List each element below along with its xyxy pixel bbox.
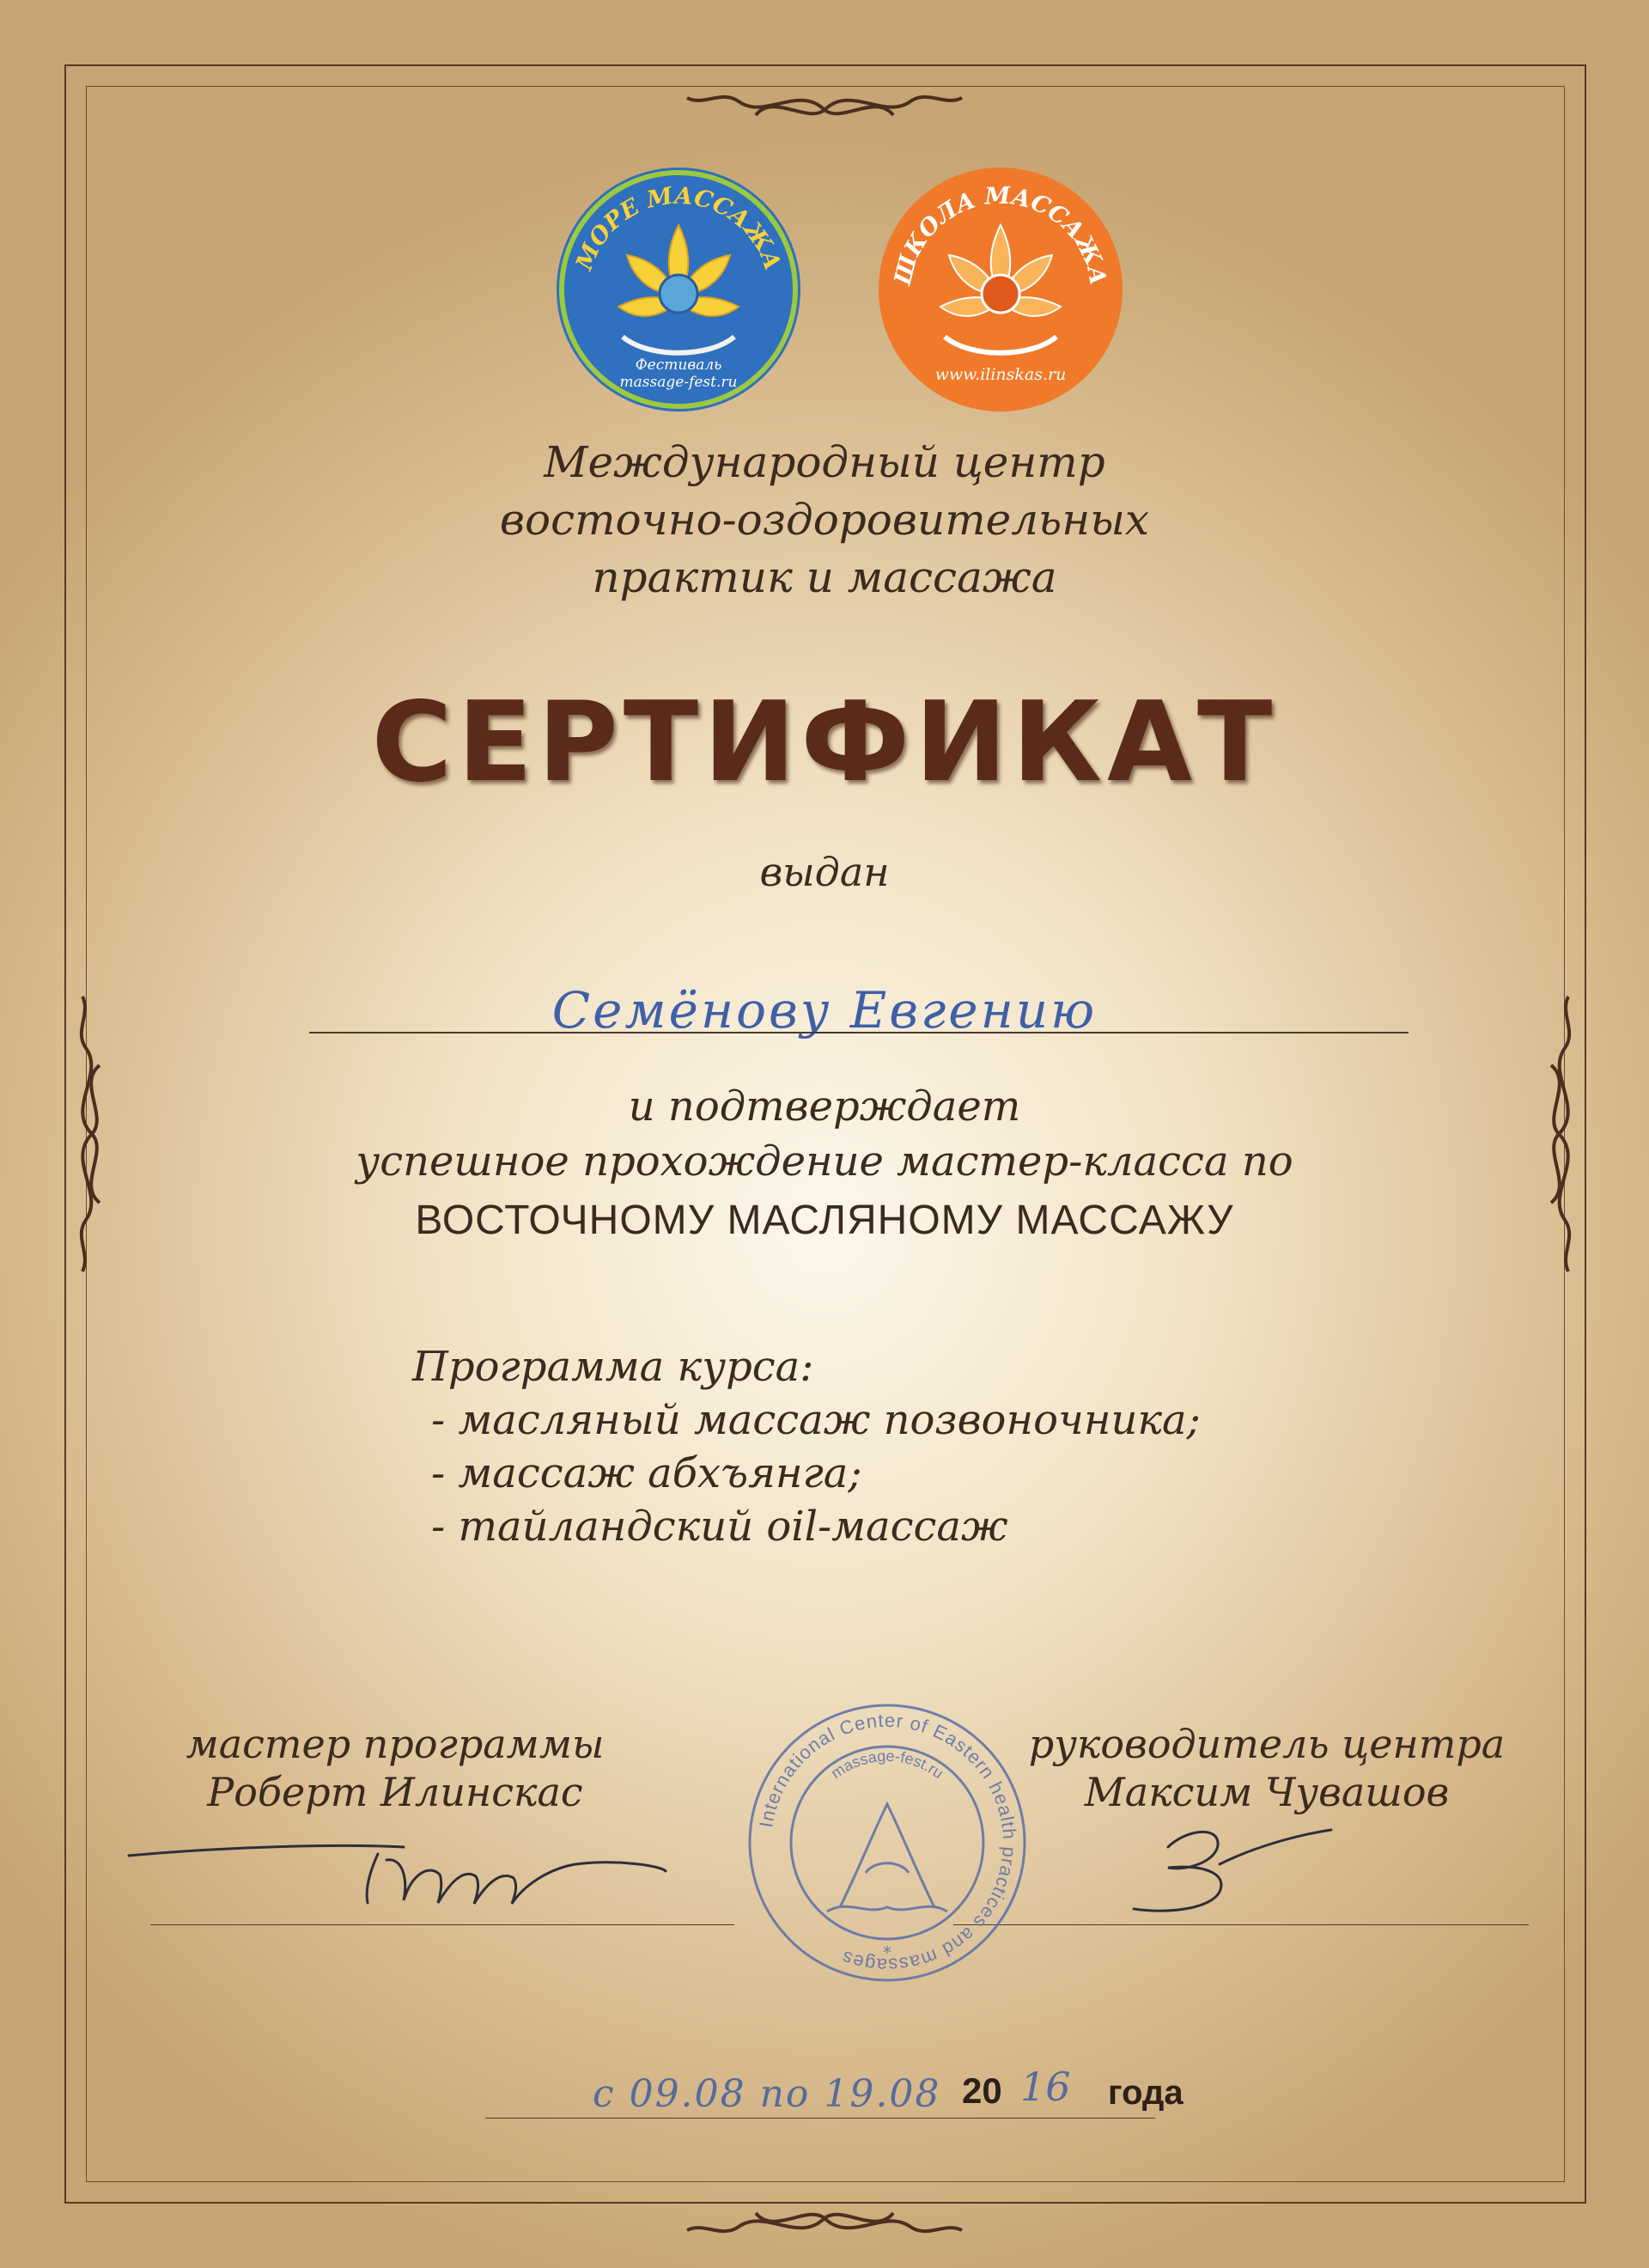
date-line [485,2118,1155,2119]
right-logo-arc-text: ШКОЛА МАССАЖА [889,182,1111,288]
confirm-line-2: успешное прохождение мастер-класса по [356,1137,1293,1186]
course-name: ВОСТОЧНОМУ МАСЛЯНОМУ МАССАЖУ [415,1198,1234,1243]
stamp-inner-text: massage-fest.ru [827,1747,947,1783]
left-logo-arc-text: МОРЕ МАССАЖА [570,182,786,274]
confirm-line-1: и подтверждает [628,1082,1021,1131]
year-prefix: 20 [962,2070,1002,2111]
left-logo-line1: Фестиваль [635,357,722,374]
left-logo-line2: massage-fest.ru [619,374,738,391]
confirmation-text [0,1079,1649,1189]
left-signature [120,1821,670,1916]
organization-name [0,434,1649,607]
right-signature-line [953,1924,1529,1925]
shkola-massazha-logo [876,165,1125,414]
left-signature-line [150,1924,734,1925]
right-signatory [988,1720,1546,1816]
org-line-1: Международный центр [544,437,1105,487]
right-signature [1117,1813,1340,1924]
year-suffix: 16 [1020,2064,1071,2110]
recipient-name: Семёнову Евгению [551,981,1098,1040]
year-word: года [1108,2074,1184,2112]
right-signatory-name: Максим Чувашов [1084,1769,1450,1815]
organization-stamp [745,1701,1029,1984]
issued-label: выдан [759,849,890,895]
svg-text:massage-fest.ru [828,1747,946,1782]
left-signatory [129,1720,661,1816]
bottom-ornament [670,2199,979,2242]
program-heading: Программа курса: [412,1343,814,1391]
left-signatory-role: мастер программы [186,1721,605,1767]
right-logo-line1: www.ilinskas.ru [934,365,1067,384]
stamp-outer-text: International Center of Eastern health practices and massages [755,1709,1021,1977]
program-item: - масляный массаж позвоночника; [431,1396,1201,1444]
stamp-star-icon: * [883,1942,891,1963]
program-item: - тайландский oil-массаж [431,1503,1008,1551]
org-line-3: практик и массажа [592,552,1057,602]
org-line-2: восточно-оздоровительных [499,495,1150,545]
certificate-title: СЕРТИФИКАТ [371,679,1278,807]
left-signatory-name: Роберт Илинскас [207,1769,583,1815]
date-period: с 09.08 по 19.08 [593,2072,941,2116]
recipient-name-line [309,1032,1409,1033]
program-item: - массаж абхъянга; [431,1449,862,1497]
right-signatory-role: руководитель центра [1028,1721,1506,1767]
program-list [412,1340,1201,1553]
more-massazha-logo [554,165,803,414]
top-ornament [670,86,979,129]
